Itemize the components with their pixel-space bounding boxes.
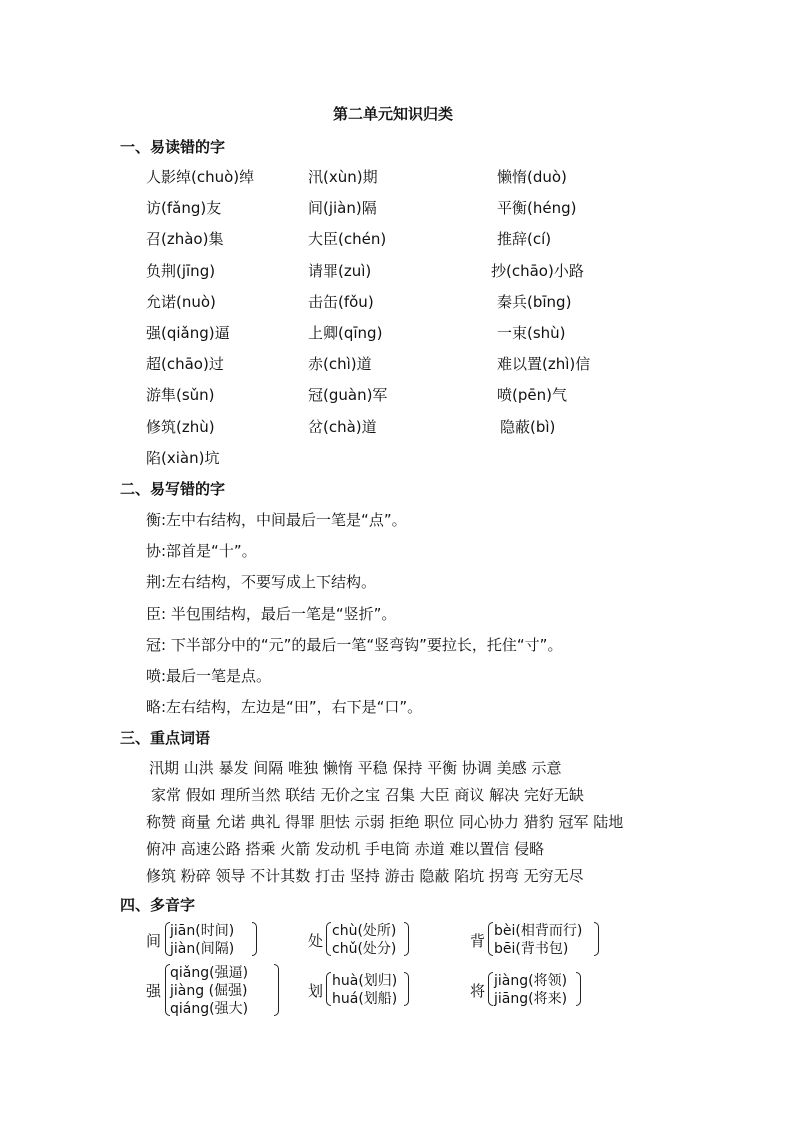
list-item: 冠: 下半部分中的“元”的最后一笔“竖弯钩”要拉长，托住“寸”。 — [146, 635, 563, 654]
list-item: 允诺(nuò) — [146, 292, 216, 311]
polyphone-reading: jiāng(将来) — [494, 991, 568, 1007]
list-item: 一束(shù) — [497, 324, 566, 342]
left-brace — [488, 922, 493, 956]
polyphone-char: 将 — [470, 982, 486, 1000]
list-item: 陷(xiàn)坑 — [146, 448, 220, 467]
list-item: 赤(chì)道 — [308, 355, 372, 374]
list-item: 隐蔽(bì) — [500, 417, 556, 436]
list-item: 汛期 山洪 暴发 间隔 唯独 懒惰 平稳 保持 平衡 协调 美感 示意 — [149, 759, 562, 777]
section-heading-3: 三、重点词语 — [120, 729, 211, 747]
list-item: 平衡(héng) — [497, 199, 577, 218]
right-brace — [252, 922, 257, 956]
list-item: 召(zhào)集 — [146, 230, 224, 249]
polyphone-reading: qiáng(强大) — [170, 1001, 249, 1017]
right-brace — [594, 922, 599, 956]
polyphone-char: 间 — [146, 932, 162, 950]
right-brace — [274, 964, 279, 1016]
section-heading-2: 二、易写错的字 — [120, 480, 226, 498]
polyphone-char: 强 — [146, 982, 162, 1000]
list-item: 间(jiàn)隔 — [308, 199, 377, 218]
right-brace — [404, 922, 409, 956]
list-item: 喷(pēn)气 — [497, 386, 567, 405]
polyphone-reading: bèi(相背而行) — [494, 923, 583, 939]
section-heading-4: 四、多音字 — [120, 896, 196, 914]
list-item: 强(qiǎng)逼 — [146, 324, 230, 342]
list-item: 访(fǎng)友 — [146, 199, 222, 218]
polyphone-reading: huà(划归) — [332, 973, 398, 989]
list-item: 游隼(sǔn) — [146, 386, 215, 405]
list-item: 衡:左中右结构，中间最后一笔是“点”。 — [146, 511, 407, 529]
list-item: 懒惰(duò) — [497, 168, 567, 186]
list-item: 抄(chāo)小路 — [491, 261, 584, 280]
list-item: 称赞 商量 允诺 典礼 得罪 胆怯 示弱 拒绝 职位 同心协力 猎豹 冠军 陆地 — [146, 813, 624, 831]
left-brace — [488, 972, 493, 1006]
list-item: 人影绰(chuò)绰 — [146, 168, 255, 186]
list-item: 臣: 半包围结构，最后一笔是“竖折”。 — [146, 604, 397, 623]
list-item: 上卿(qīng) — [308, 324, 383, 342]
list-item: 略:左右结构，左边是“田”，右下是“口”。 — [146, 698, 423, 717]
polyphone-reading: jiàng(将领) — [494, 973, 568, 989]
list-item: 修筑(zhù) — [146, 417, 215, 436]
right-brace — [404, 972, 409, 1006]
list-item: 家常 假如 理所当然 联结 无价之宝 召集 大臣 商议 解决 完好无缺 — [151, 786, 584, 804]
polyphone-char: 划 — [308, 982, 324, 1000]
polyphone-reading: chù(处所) — [332, 923, 397, 939]
list-item: 击缶(fǒu) — [308, 292, 374, 311]
polyphone-reading: jiàng (倔强) — [170, 983, 248, 999]
polyphone-char: 处 — [308, 932, 324, 950]
list-item: 岔(chà)道 — [308, 417, 377, 436]
polyphone-reading: qiǎng(强逼) — [170, 965, 249, 981]
page-title: 第二单元知识归类 — [333, 105, 454, 123]
list-item: 协:部首是“十”。 — [146, 542, 257, 561]
polyphone-char: 背 — [470, 932, 486, 950]
left-brace — [326, 922, 331, 956]
list-item: 秦兵(bīng) — [497, 292, 572, 311]
list-item: 请罪(zuì) — [308, 261, 372, 280]
list-item: 荆:左右结构，不要写成上下结构。 — [146, 573, 377, 592]
polyphone-reading: jiān(时间) — [170, 923, 235, 939]
polyphone-reading: bēi(背书包) — [494, 941, 569, 957]
list-item: 冠(guàn)军 — [308, 386, 388, 405]
list-item: 超(chāo)过 — [146, 355, 224, 374]
polyphone-reading: jiàn(间隔) — [170, 941, 235, 957]
list-item: 俯冲 高速公路 搭乘 火箭 发动机 手电筒 赤道 难以置信 侵略 — [146, 840, 545, 858]
polyphone-reading: chǔ(处分) — [332, 941, 397, 957]
list-item: 难以置(zhì)信 — [497, 355, 591, 374]
right-brace — [576, 972, 581, 1006]
polyphone-reading: huá(划船) — [332, 991, 398, 1007]
list-item: 汛(xùn)期 — [308, 168, 378, 186]
list-item: 修筑 粉碎 领导 不计其数 打击 坚持 游击 隐蔽 陷坑 拐弯 无穷无尽 — [146, 867, 584, 885]
list-item: 负荆(jīng) — [146, 261, 216, 280]
list-item: 推辞(cí) — [497, 230, 552, 249]
section-heading-1: 一、易读错的字 — [120, 138, 226, 156]
left-brace — [326, 972, 331, 1006]
list-item: 大臣(chén) — [308, 230, 387, 249]
list-item: 喷:最后一笔是点。 — [146, 667, 272, 685]
